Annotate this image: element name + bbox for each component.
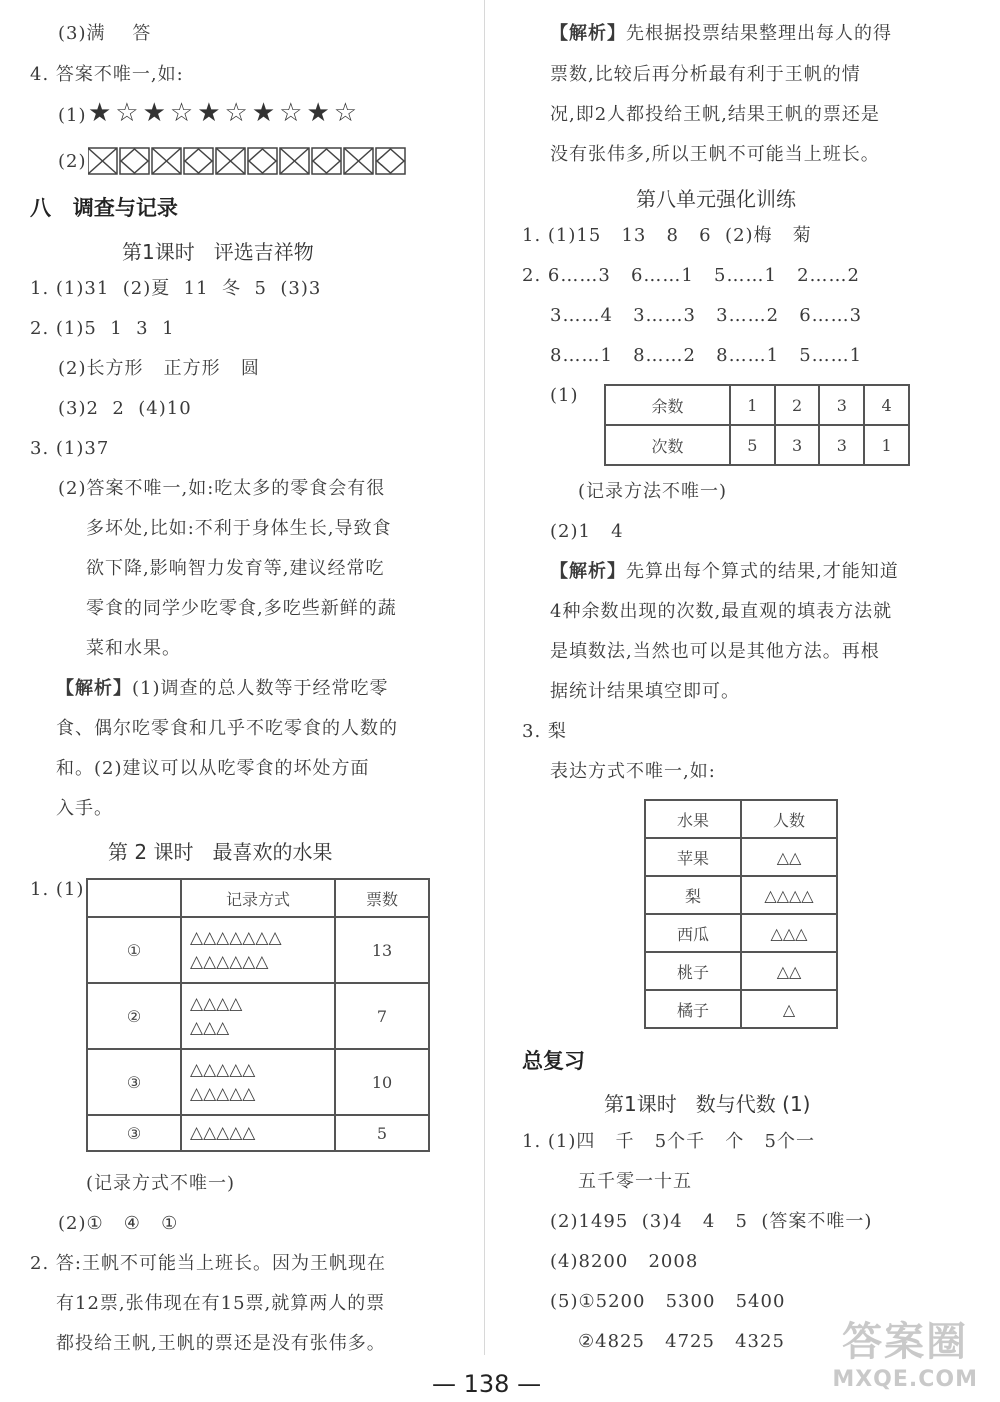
answer-line: 五千零一十五 — [578, 1171, 692, 1192]
table-header-cell: 票数 — [335, 879, 429, 917]
fruit-table — [644, 799, 838, 1029]
table-row — [87, 983, 429, 1049]
analysis-line: 是填数法,当然也可以是其他方法。再根 — [550, 641, 880, 662]
answer-line: (3)满 答 — [58, 23, 152, 44]
answer-line: 多坏处,比如:不利于身体生长,导致食 — [86, 518, 392, 539]
table-cell: 10 — [335, 1049, 429, 1115]
tally-triangles: △△ — [741, 952, 837, 990]
answer-line: 1. (1)四 千 5个千 个 5个一 — [522, 1131, 815, 1152]
table-row — [605, 425, 909, 465]
table-row — [87, 917, 429, 983]
answer-label: (1) — [550, 385, 579, 406]
table-cell: 西瓜 — [645, 914, 741, 952]
analysis-line: 据统计结果填空即可。 — [550, 681, 740, 702]
table-header-cell — [87, 879, 181, 917]
analysis-tag: 【解析】 — [550, 561, 626, 582]
table-cell: 3 — [775, 425, 820, 465]
watermark — [832, 1310, 978, 1392]
table-cell: 桃子 — [645, 952, 741, 990]
remainder-table — [604, 384, 910, 466]
tally-triangles: △△△ — [741, 914, 837, 952]
analysis-line — [550, 22, 892, 46]
lesson-title: 第1课时 评选吉祥物 — [122, 240, 314, 264]
table-row — [645, 838, 837, 876]
page-number: — 138 — — [432, 1370, 542, 1398]
table-cell: 13 — [335, 917, 429, 983]
column-divider — [484, 0, 485, 1355]
answer-line: 2. (1)5 1 3 1 — [30, 318, 175, 339]
tally-triangles: △△△△ △△△ — [181, 983, 335, 1049]
answer-line: ②4825 4725 4325 — [578, 1331, 785, 1352]
analysis-line: 入手。 — [56, 798, 113, 819]
answer-line: 2. 6……3 6……1 5……1 2……2 — [522, 265, 861, 286]
tally-triangles: △△△△△ — [181, 1115, 335, 1151]
record-table — [86, 878, 430, 1152]
table-cell: 5 — [730, 425, 775, 465]
table-row — [87, 1115, 429, 1151]
table-header-row — [87, 879, 429, 917]
watermark-url: MXQE.COM — [832, 1367, 978, 1392]
answer-line: (5)①5200 5300 5400 — [550, 1291, 786, 1312]
answer-line: 欲下降,影响智力发育等,建议经常吃 — [86, 558, 385, 579]
answer-line: (3)2 2 (4)10 — [58, 398, 192, 419]
analysis-line: 况,即2人都投给王帆,结果王帆的票还是 — [550, 104, 880, 125]
answer-line: 菜和水果。 — [86, 638, 181, 659]
table-header-cell: 人数 — [741, 800, 837, 838]
section-title: 八 调查与记录 — [30, 196, 178, 220]
table-cell: 4 — [864, 385, 909, 425]
analysis-tag: 【解析】 — [56, 678, 132, 699]
tally-triangles: △△△△△ △△△△△ — [181, 1049, 335, 1115]
table-cell: 1 — [864, 425, 909, 465]
answer-line: 1. (1)31 (2)夏 11 冬 5 (3)3 — [30, 278, 322, 299]
table-header-cell: 余数 — [605, 385, 730, 425]
answer-line: 1. (1)15 13 8 6 (2)梅 菊 — [522, 225, 812, 246]
answer-label: 1. (1) — [30, 879, 85, 900]
answer-line: (2)① ④ ① — [58, 1213, 179, 1234]
analysis-text: 先根据投票结果整理出每人的得 — [626, 23, 892, 44]
lesson-title: 第 2 课时 最喜欢的水果 — [108, 840, 333, 864]
analysis-text: (1)调查的总人数等于经常吃零 — [132, 678, 389, 699]
answer-line: (2)长方形 正方形 圆 — [58, 358, 260, 379]
tally-triangles: △△ — [741, 838, 837, 876]
analysis-line: 4种余数出现的次数,最直观的填表方法就 — [550, 601, 893, 622]
table-cell: ③ — [87, 1049, 181, 1115]
diamond-box-pattern — [88, 147, 406, 175]
table-header-cell: 水果 — [645, 800, 741, 838]
table-cell: 苹果 — [645, 838, 741, 876]
table-row — [87, 1049, 429, 1115]
answer-label: (1) — [58, 105, 87, 126]
table-header-cell: 次数 — [605, 425, 730, 465]
table-row — [605, 385, 909, 425]
lesson-title: 第1课时 数与代数 (1) — [604, 1092, 811, 1116]
table-cell: 1 — [730, 385, 775, 425]
table-row — [645, 952, 837, 990]
note: (记录方法不唯一) — [578, 481, 728, 502]
table-cell: ① — [87, 917, 181, 983]
answer-line: 表达方式不唯一,如: — [550, 761, 716, 782]
table-row — [645, 914, 837, 952]
answer-line: (4)8200 2008 — [550, 1251, 699, 1272]
tally-triangles: △△△△ — [741, 876, 837, 914]
table-cell: 3 — [819, 385, 864, 425]
table-cell: 橘子 — [645, 990, 741, 1028]
answer-line: 3. (1)37 — [30, 438, 110, 459]
analysis-line: 食、偶尔吃零食和几乎不吃零食的人数的 — [56, 718, 398, 739]
table-header-row — [645, 800, 837, 838]
answer-line: 8……1 8……2 8……1 5……1 — [550, 345, 863, 366]
answer-line: 零食的同学少吃零食,多吃些新鲜的蔬 — [86, 598, 397, 619]
unit-title: 第八单元强化训练 — [636, 187, 796, 211]
watermark-logo-text: 答案圈 — [842, 1319, 969, 1365]
answer-line: 4. 答案不唯一,如: — [30, 64, 184, 85]
analysis-line: 票数,比较后再分析最有利于王帆的情 — [550, 64, 861, 85]
answer-line: (2)1 4 — [550, 521, 624, 542]
answer-line: 都投给王帆,王帆的票还是没有张伟多。 — [56, 1333, 386, 1354]
table-cell: 2 — [775, 385, 820, 425]
analysis-text: 先算出每个算式的结果,才能知道 — [626, 561, 899, 582]
answer-line: (2)1495 (3)4 4 5 (答案不唯一) — [550, 1211, 873, 1232]
analysis-line: 和。(2)建议可以从吃零食的坏处方面 — [56, 758, 370, 779]
star-pattern: ★☆★☆★☆★☆★☆ — [88, 98, 362, 128]
analysis-line: 没有张伟多,所以王帆不可能当上班长。 — [550, 144, 880, 165]
table-header-cell: 记录方式 — [181, 879, 335, 917]
tally-triangles: △△△△△△△ △△△△△△ — [181, 917, 335, 983]
table-cell: ③ — [87, 1115, 181, 1151]
answer-line: 2. 答:王帆不可能当上班长。因为王帆现在 — [30, 1253, 386, 1274]
answer-line: (2)答案不唯一,如:吃太多的零食会有很 — [58, 478, 386, 499]
table-cell: 梨 — [645, 876, 741, 914]
answer-label: (2) — [58, 151, 87, 172]
table-cell: 5 — [335, 1115, 429, 1151]
analysis-line — [56, 677, 389, 701]
answer-line: 有12票,张伟现在有15票,就算两人的票 — [56, 1293, 386, 1314]
table-cell: ② — [87, 983, 181, 1049]
answer-line: 3……4 3……3 3……2 6……3 — [550, 305, 863, 326]
table-row — [645, 990, 837, 1028]
answer-line: 3. 梨 — [522, 721, 567, 742]
tally-triangles: △ — [741, 990, 837, 1028]
note: (记录方式不唯一) — [86, 1173, 236, 1194]
table-cell: 3 — [819, 425, 864, 465]
analysis-line — [550, 560, 899, 584]
table-cell: 7 — [335, 983, 429, 1049]
analysis-tag: 【解析】 — [550, 23, 626, 44]
table-row — [645, 876, 837, 914]
section-title: 总复习 — [522, 1049, 585, 1073]
